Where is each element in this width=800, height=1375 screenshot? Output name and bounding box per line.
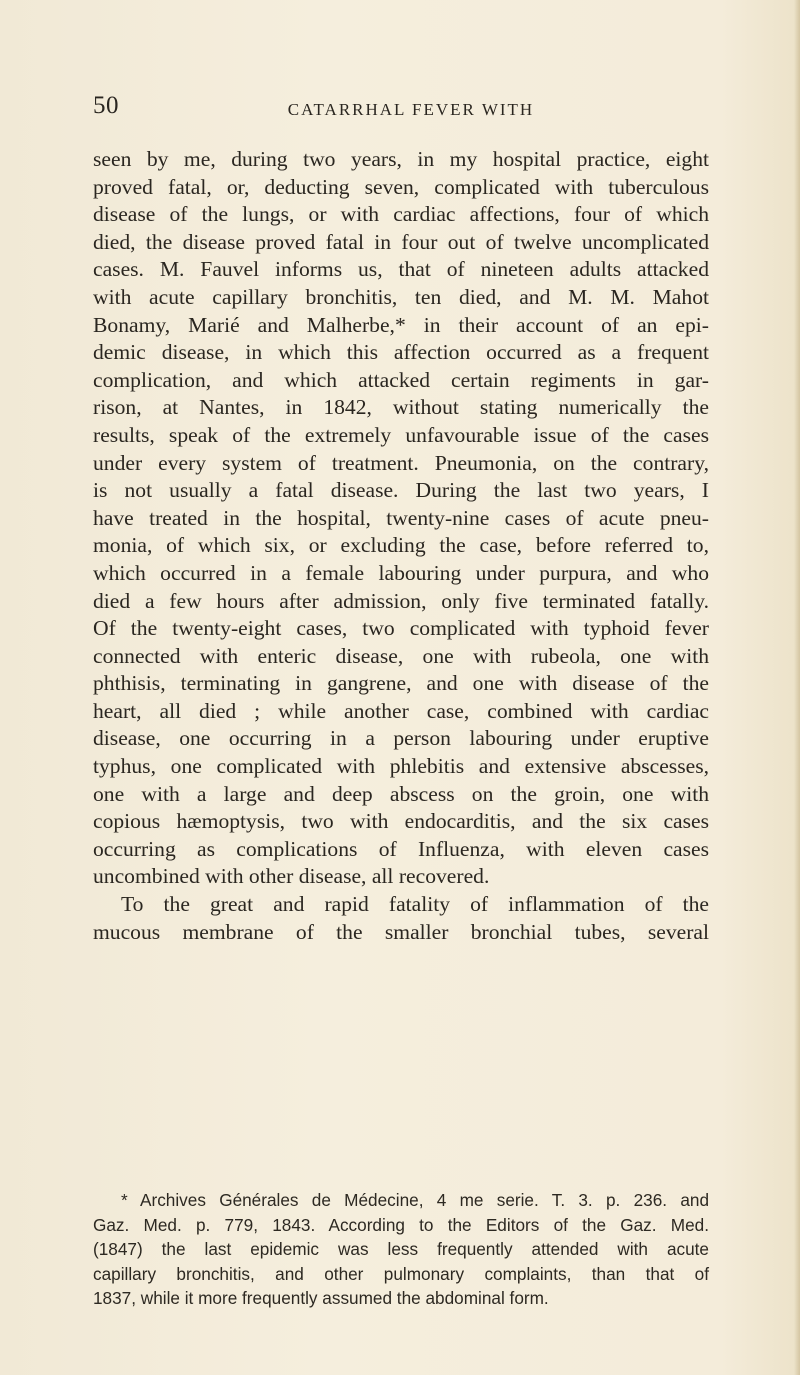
page-number: 50 [93, 92, 119, 119]
text-line: results, speak of the extremely unfavourable issue of the cases [93, 422, 709, 447]
footnote-line: Gaz. Med. p. 779, 1843. According to the Editors of the Gaz. Med. [93, 1214, 709, 1235]
text-line: died, the disease proved fatal in four out of twelve uncomplicated [93, 229, 709, 254]
text-line: To the great and rapid fatality of inflammation of the [121, 892, 709, 917]
page-edge-shadow [794, 0, 800, 1375]
text-line: phthisis, terminating in gangrene, and one with disease of the [93, 671, 709, 696]
text-line: heart, all died ; while another case, combined with cardiac [93, 698, 709, 723]
footnote-line: 1837, while it more frequently assumed the abdominal form. [93, 1288, 549, 1308]
footnote-line: (1847) the last epidemic was less frequently attended with acute [93, 1239, 709, 1259]
page-header [93, 92, 703, 122]
text-line: died a few hours after admission, only five terminated fatally. [93, 588, 709, 613]
text-line: one with a large and deep abscess on the groin, one with [93, 781, 709, 806]
text-line: monia, of which six, or excluding the case, before referred to, [93, 533, 709, 558]
text-line: Of the twenty-eight cases, two complicated with typhoid fever [93, 616, 709, 641]
text-line: with acute capillary bronchitis, ten died, and M. M. Mahot [93, 284, 709, 309]
text-line: occurring as complications of Influenza, with eleven cases [93, 836, 709, 861]
footnote-line: * Archives Générales de Médecine, 4 me serie. T. 3. p. 236. and [121, 1190, 709, 1210]
text-line: seen by me, during two years, in my hospital practice, eight [93, 147, 709, 171]
text-line: rison, at Nantes, in 1842, without stating numerically the [93, 395, 709, 420]
text-line: demic disease, in which this affection occurred as a frequent [93, 340, 709, 365]
text-line: connected with enteric disease, one with rubeola, one with [93, 643, 709, 668]
running-head: CATARRHAL FEVER WITH [287, 100, 535, 119]
text-line: have treated in the hospital, twenty-nine cases of acute pneu- [93, 505, 709, 530]
text-line: is not usually a fatal disease. During the last two years, I [93, 478, 709, 503]
text-line: disease, one occurring in a person labouring under eruptive [93, 726, 709, 751]
text-line: proved fatal, or, deducting seven, complicated with tuberculous [93, 174, 709, 199]
text-line: mucous membrane of the smaller bronchial tubes, several [93, 919, 709, 944]
text-line: under every system of treatment. Pneumonia, on the contrary, [93, 450, 709, 475]
text-line: complication, and which attacked certain regiments in gar- [93, 367, 709, 392]
main-text [93, 146, 709, 946]
text-line: cases. M. Fauvel informs us, that of nineteen adults attacked [93, 257, 709, 282]
text-line: Bonamy, Marié and Malherbe,* in their account of an epi- [93, 312, 709, 337]
footnote [93, 1188, 709, 1311]
text-line: disease of the lungs, or with cardiac affections, four of which [93, 202, 709, 227]
footnote-line: capillary bronchitis, and other pulmonary complaints, than that of [93, 1263, 709, 1284]
text-line: typhus, one complicated with phlebitis and extensive abscesses, [93, 754, 709, 779]
text-line: copious hæmoptysis, two with endocarditis, and the six cases [93, 809, 709, 834]
text-line: which occurred in a female labouring under purpura, and who [93, 560, 709, 585]
text-line: uncombined with other disease, all recovered. [93, 864, 490, 889]
